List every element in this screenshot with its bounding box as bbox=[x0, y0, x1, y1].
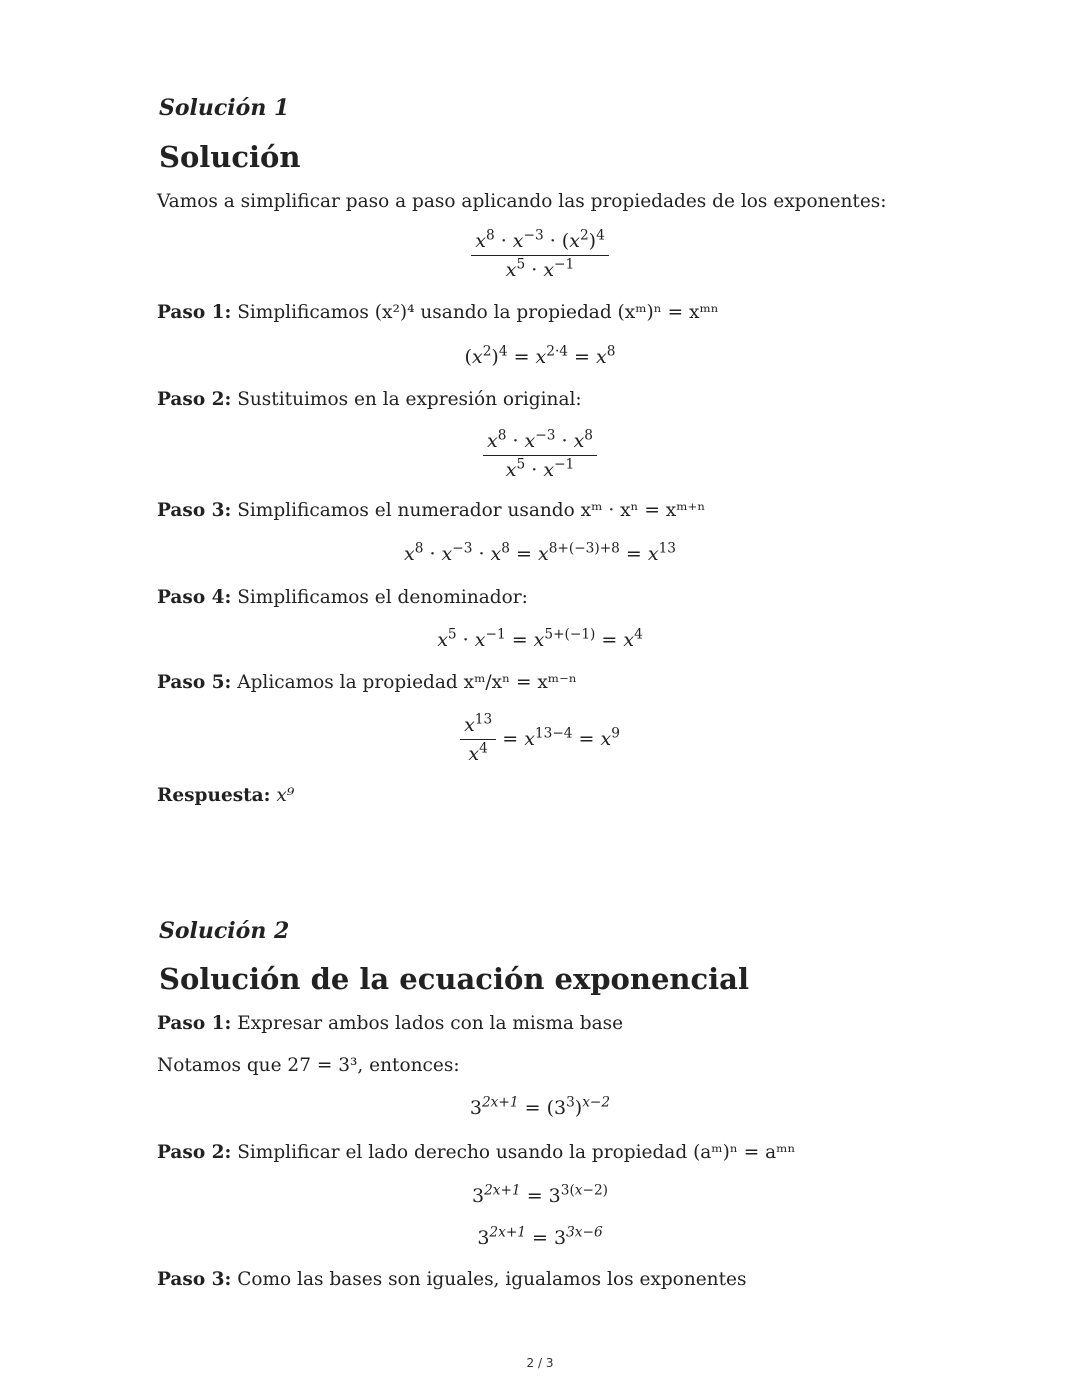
step-3-text: Simplificamos el numerador usando xᵐ · xⁿ = xᵐ⁺ⁿ bbox=[237, 500, 706, 521]
solution-2-step-3 bbox=[157, 1269, 746, 1290]
solution-1-step-3 bbox=[157, 500, 705, 521]
step-label: Paso 1: bbox=[157, 302, 232, 323]
solution-2-step-2 bbox=[157, 1142, 796, 1163]
answer-label: Respuesta: bbox=[157, 785, 271, 806]
equation-exponential-original: $3^{2x+1} = (3^3)^{x-2}$ bbox=[469, 1094, 611, 1119]
step-label: Paso 3: bbox=[157, 1269, 232, 1290]
step-2-text: Simplificar el lado derecho usando la propiedad (aᵐ)ⁿ = aᵐⁿ bbox=[237, 1142, 796, 1163]
equation-step-4: $x^5 \cdot x^{-1} = x^{5+(-1)} = x^4$ bbox=[437, 626, 643, 651]
step-label: Paso 3: bbox=[157, 500, 232, 521]
step-label: Paso 4: bbox=[157, 587, 232, 608]
solution-1-answer bbox=[157, 785, 294, 806]
solution-2-title: Solución de la ecuación exponencial bbox=[159, 962, 749, 996]
equation-step-3: $x^8 \cdot x^{-3} \cdot x^8 = x^{8+(-3)+8} = x^{13}$ bbox=[403, 540, 676, 565]
equation-original-expression: $\frac{x^8 \cdot x^{-3} \cdot (x^2)^4}{x^5 \cdot x^{-1}}$ bbox=[0, 230, 1080, 281]
solution-1-step-5 bbox=[157, 672, 577, 693]
step-3-text: Como las bases son iguales, igualamos los exponentes bbox=[237, 1269, 747, 1290]
solution-1-step-4 bbox=[157, 587, 528, 608]
step-label: Paso 1: bbox=[157, 1013, 232, 1034]
solution-1-intro: Vamos a simplificar paso a paso aplicando las propiedades de los exponentes: bbox=[157, 191, 887, 212]
step-5-text: Aplicamos la propiedad xᵐ/xⁿ = xᵐ⁻ⁿ bbox=[237, 672, 577, 693]
equation-step-2: $\frac{x^8 \cdot x^{-3} \cdot x^8}{x^5 \cdot x^{-1}}$ bbox=[0, 430, 1080, 481]
solution-2-note: Notamos que 27 = 3³, entonces: bbox=[157, 1055, 460, 1076]
equation-exponential-step-2a: $3^{2x+1} = 3^{3(x-2)}$ bbox=[471, 1182, 609, 1207]
solution-1-title: Solución bbox=[159, 140, 301, 174]
step-1-text: Simplificamos (x²)⁴ usando la propiedad (xᵐ)ⁿ = xᵐⁿ bbox=[237, 302, 719, 323]
page-number: 2 / 3 bbox=[526, 1356, 554, 1370]
step-1-text: Expresar ambos lados con la misma base bbox=[237, 1013, 624, 1034]
step-label: Paso 2: bbox=[157, 1142, 232, 1163]
solution-2-step-1 bbox=[157, 1013, 623, 1034]
step-label: Paso 5: bbox=[157, 672, 232, 693]
step-label: Paso 2: bbox=[157, 389, 232, 410]
solution-1-step-2 bbox=[157, 389, 582, 410]
solution-1-step-1 bbox=[157, 302, 719, 323]
step-2-text: Sustituimos en la expresión original: bbox=[237, 389, 582, 410]
equation-step-5: $\frac{x^{13}}{x^4}$ = $x^{13-4} = x^9$ bbox=[0, 714, 1080, 765]
answer-value: x⁹ bbox=[276, 785, 295, 806]
equation-exponential-step-2b: $3^{2x+1} = 3^{3x-6}$ bbox=[477, 1224, 603, 1249]
step-4-text: Simplificamos el denominador: bbox=[237, 587, 528, 608]
equation-step-1: $(x^2)^4 = x^{2\cdot 4} = x^8$ bbox=[464, 343, 616, 368]
solution-2-label: Solución 2 bbox=[159, 918, 290, 944]
solution-1-label: Solución 1 bbox=[159, 95, 290, 121]
